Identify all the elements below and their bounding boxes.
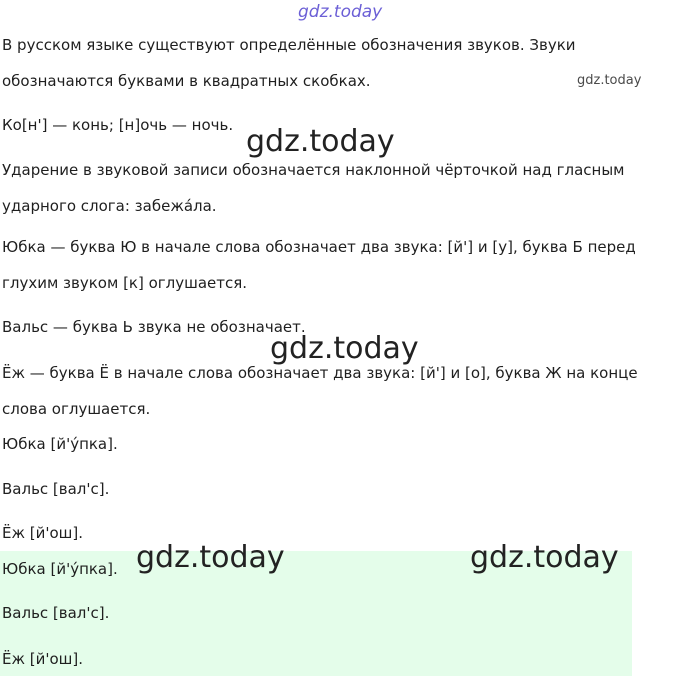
paragraph-vals: Вальс — буква Ь звука не обозначает.	[2, 318, 306, 336]
watermark-mid-1: gdz.today	[246, 124, 395, 159]
paragraph-example-kon: Ко[н'] — конь; [н]очь — ночь.	[2, 116, 234, 134]
watermark-bottom-left: gdz.today	[136, 540, 285, 575]
paragraph-ezh: Ёж — буква Ё в начале слова обозначает два звука: [й'] и [о], буква Ж на конце слова оглушается.	[2, 364, 638, 418]
transcription-yubka: Юбка [й'у́пка].	[2, 435, 118, 453]
transcription-ezh: Ёж [й'ош].	[2, 524, 84, 542]
highlight-transcription-ezh: Ёж [й'ош].	[2, 650, 84, 668]
transcription-vals: Вальс [вал'с].	[2, 480, 110, 498]
watermark-top: gdz.today	[298, 2, 383, 22]
paragraph-intro: В русском языке существуют определённые обозначения звуков. Звуки обозначаются буквами в квадратных скобках.	[2, 36, 576, 90]
highlight-transcription-yubka: Юбка [й'у́пка].	[2, 560, 118, 578]
watermark-mid-2: gdz.today	[270, 331, 419, 366]
watermark-bottom-right: gdz.today	[470, 540, 619, 575]
watermark-small: gdz.today	[577, 73, 642, 88]
highlight-transcription-vals: Вальс [вал'с].	[2, 604, 110, 622]
paragraph-yubka: Юбка — буква Ю в начале слова обозначает два звука: [й'] и [у], буква Б перед глухим звуком [к] оглушается.	[2, 238, 636, 292]
paragraph-stress: Ударение в звуковой записи обозначается наклонной чёрточкой над гласным ударного слога: забежа́ла.	[2, 161, 625, 215]
